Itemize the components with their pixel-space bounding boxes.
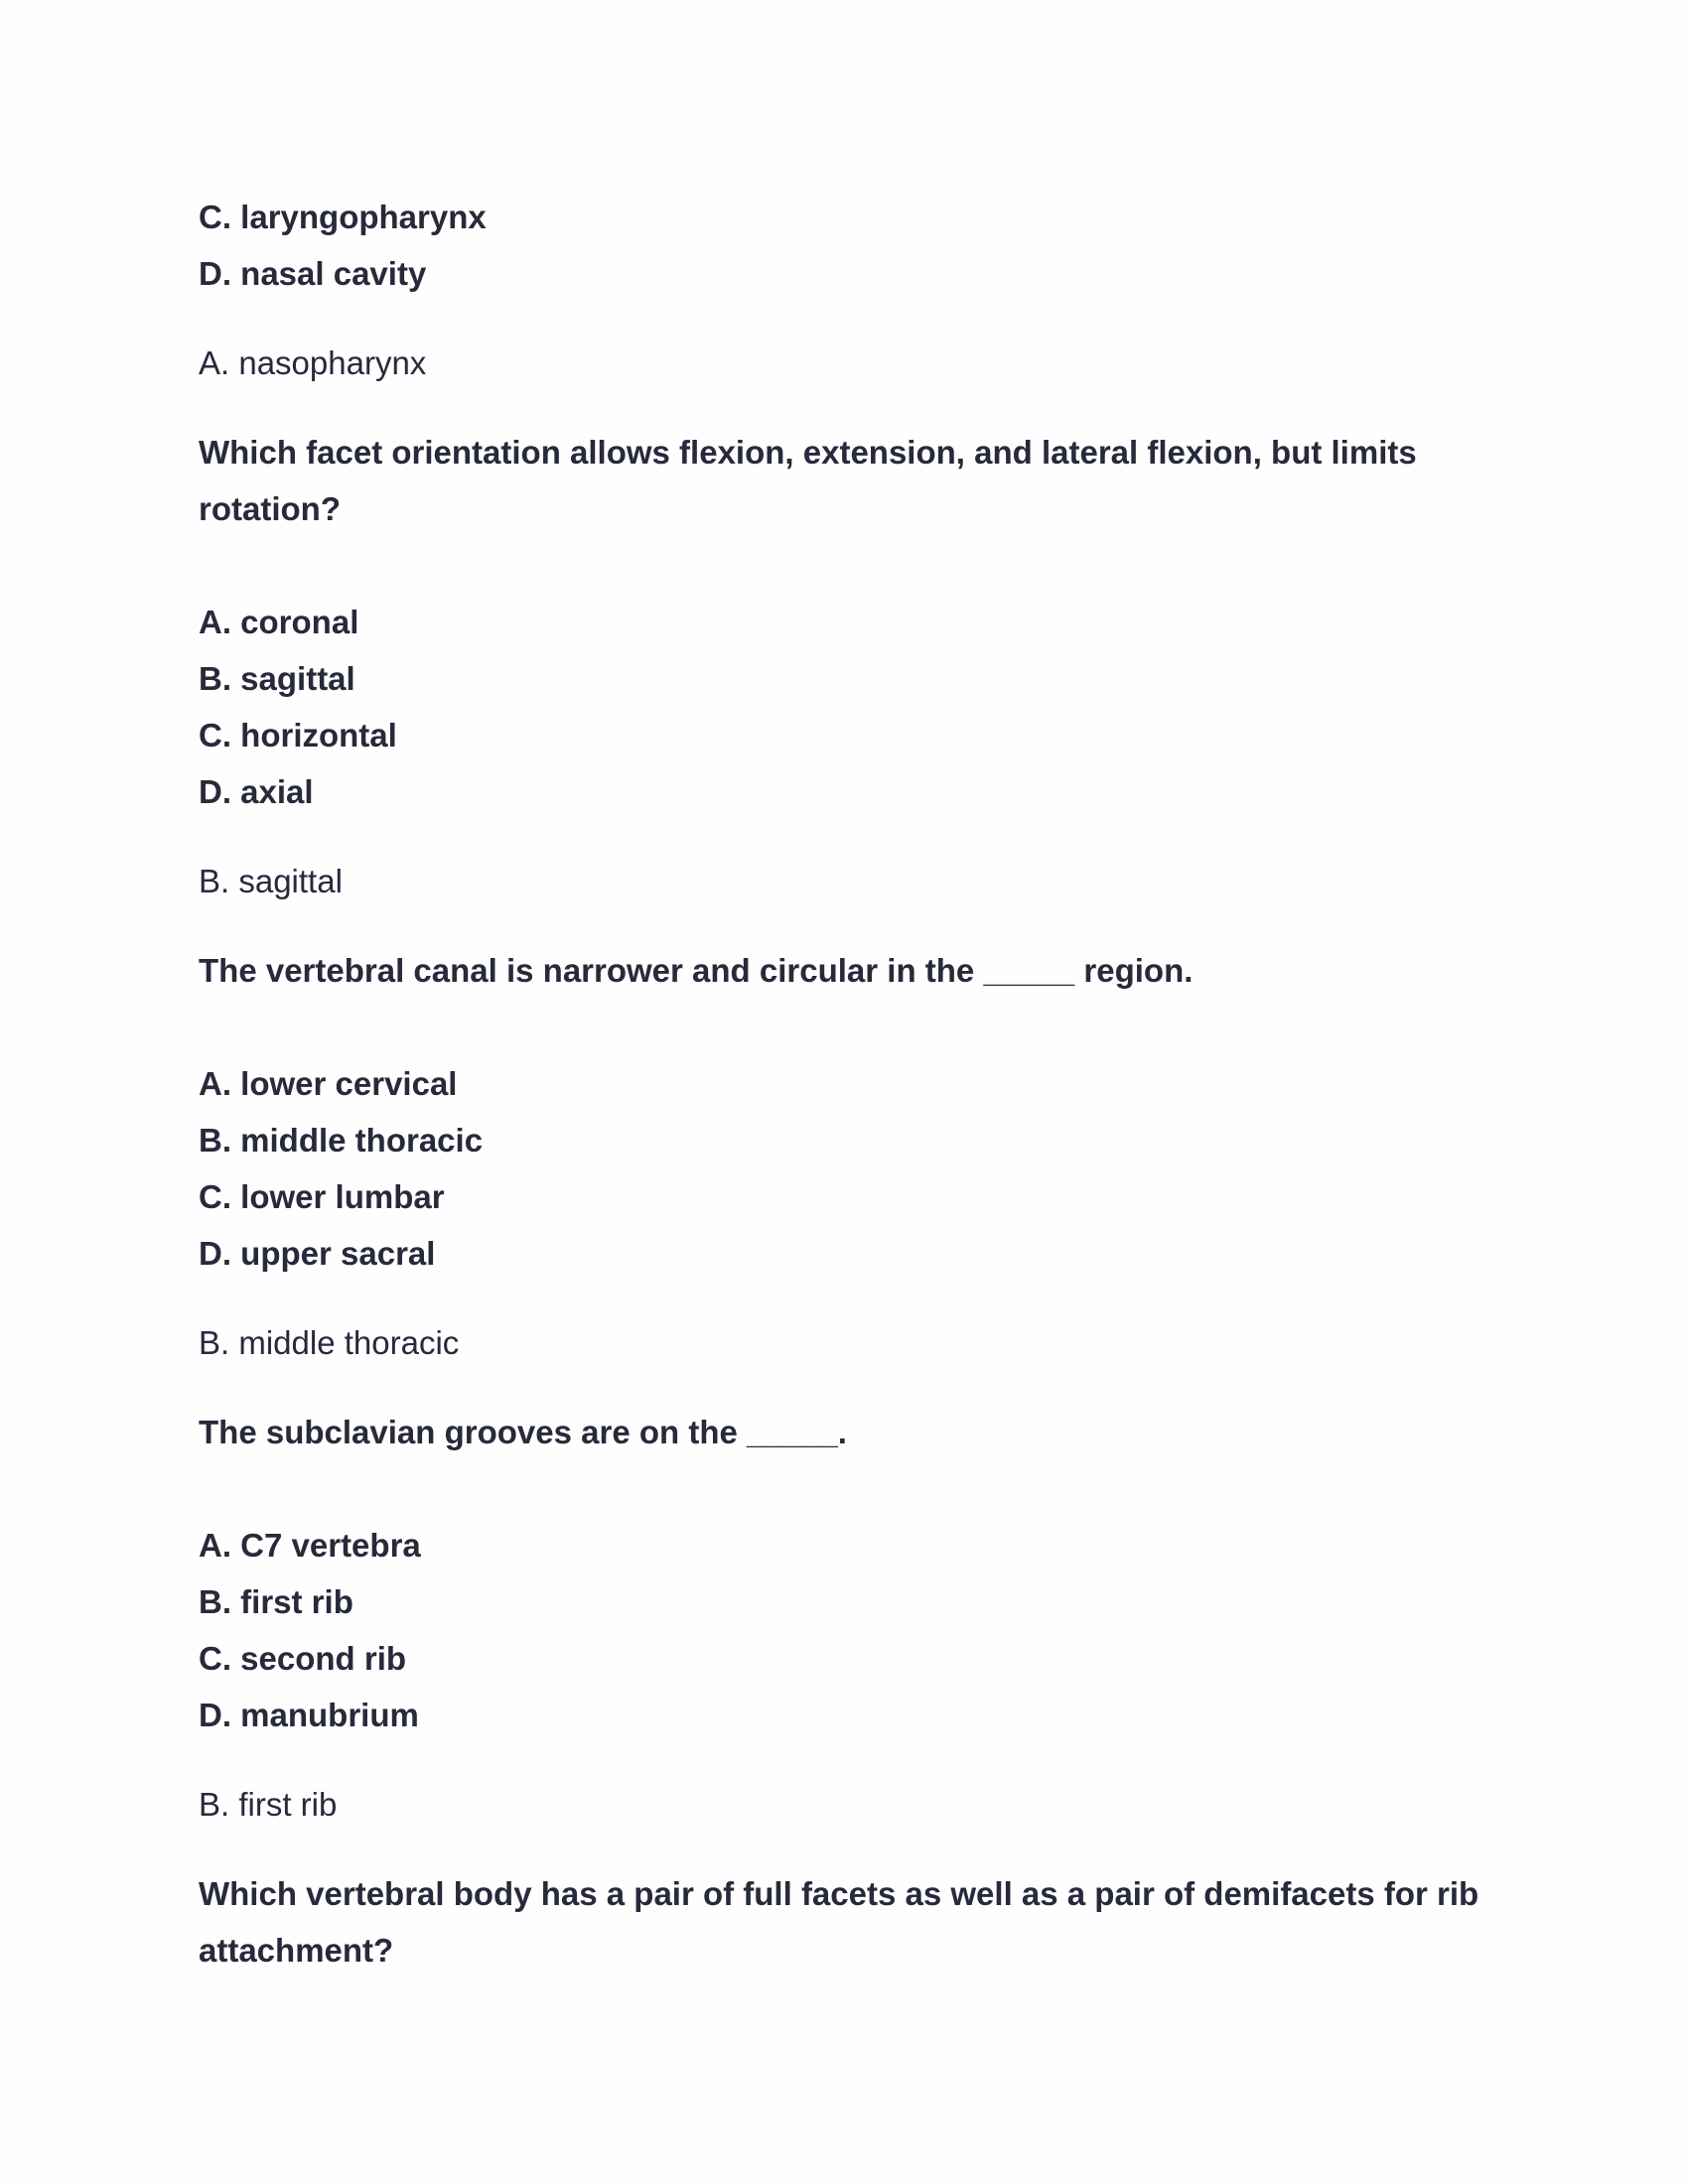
option-b: B. middle thoracic (199, 1122, 484, 1159)
option-b: B. sagittal (199, 660, 355, 697)
option-d: D. axial (199, 773, 314, 810)
option-list (199, 189, 1489, 302)
option-d: D. nasal cavity (199, 255, 427, 292)
option-d: D. upper sacral (199, 1235, 436, 1272)
question-text: The vertebral canal is narrower and circular in the _____ region. (199, 952, 1194, 989)
option-b: B. first rib (199, 1583, 353, 1620)
answer-text: A. nasopharynx (199, 344, 427, 381)
option-c: C. laryngopharynx (199, 199, 487, 235)
answer-text: B. middle thoracic (199, 1324, 460, 1361)
option-list (199, 1055, 1489, 1282)
option-c: C. second rib (199, 1640, 407, 1677)
option-a: A. coronal (199, 604, 359, 640)
option-a: A. lower cervical (199, 1065, 458, 1102)
answer-text: B. sagittal (199, 863, 343, 899)
option-list (199, 1517, 1489, 1743)
option-c: C. horizontal (199, 717, 397, 753)
option-d: D. manubrium (199, 1697, 419, 1733)
question-text: Which facet orientation allows flexion, extension, and lateral flexion, but limits rotation? (199, 434, 1417, 527)
question-text: Which vertebral body has a pair of full facets as well as a pair of demifacets for rib attachment? (199, 1875, 1479, 1969)
question-text: The subclavian grooves are on the _____. (199, 1414, 847, 1450)
answer-text: B. first rib (199, 1786, 338, 1823)
option-list (199, 594, 1489, 820)
option-c: C. lower lumbar (199, 1178, 445, 1215)
quiz-content (199, 189, 1489, 1979)
option-a: A. C7 vertebra (199, 1527, 421, 1564)
